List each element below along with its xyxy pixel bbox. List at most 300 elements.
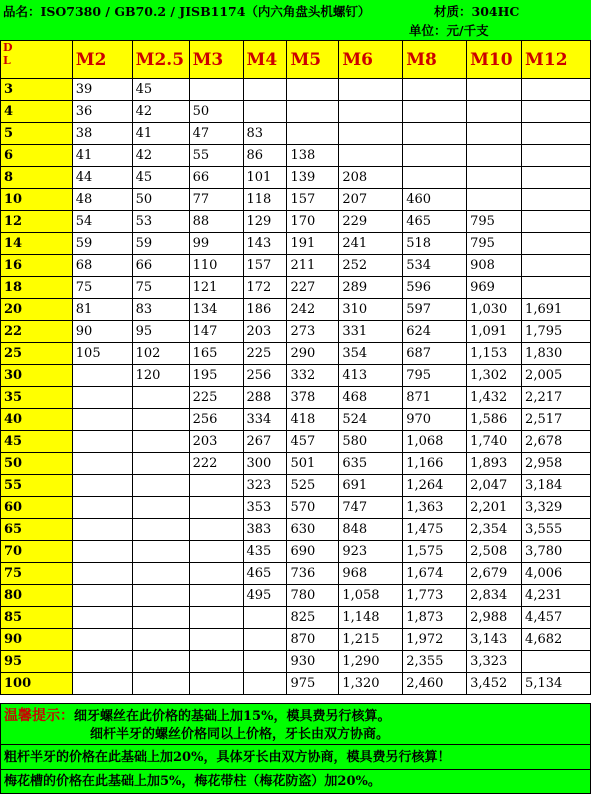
price-cell: 534 — [403, 255, 467, 277]
price-cell: 323 — [243, 475, 287, 497]
table-row — [1, 299, 591, 321]
table-header-row — [1, 41, 591, 79]
length-cell: 6 — [1, 145, 73, 167]
tip-label: 温馨提示： — [4, 708, 74, 724]
length-cell: 55 — [1, 475, 73, 497]
price-cell — [339, 123, 403, 145]
price-cell: 1,215 — [339, 629, 403, 651]
price-cell — [72, 651, 132, 673]
price-cell: 2,679 — [467, 563, 522, 585]
price-cell: 134 — [189, 299, 243, 321]
length-cell: 80 — [1, 585, 73, 607]
price-cell: 45 — [132, 167, 189, 189]
price-cell — [189, 563, 243, 585]
price-cell: 1,302 — [467, 365, 522, 387]
price-cell: 138 — [287, 145, 339, 167]
price-cell — [467, 189, 522, 211]
price-cell: 975 — [287, 673, 339, 695]
price-cell — [72, 519, 132, 541]
price-cell — [467, 79, 522, 101]
price-cell — [189, 607, 243, 629]
table-row — [1, 497, 591, 519]
length-axis-label: L — [3, 54, 11, 67]
price-cell — [522, 123, 591, 145]
table-row — [1, 563, 591, 585]
price-cell: 53 — [132, 211, 189, 233]
price-cell: 597 — [403, 299, 467, 321]
torx-note: 梅花槽的价格在此基础上加5%，梅花带柱（梅花防盗）加20%。 — [0, 770, 591, 794]
price-cell: 2,834 — [467, 585, 522, 607]
price-cell: 120 — [132, 365, 189, 387]
price-cell — [467, 145, 522, 167]
price-cell: 54 — [72, 211, 132, 233]
price-cell: 81 — [72, 299, 132, 321]
price-cell — [522, 255, 591, 277]
price-cell: 1,740 — [467, 431, 522, 453]
price-cell: 36 — [72, 101, 132, 123]
price-cell: 55 — [189, 145, 243, 167]
price-cell: 378 — [287, 387, 339, 409]
price-cell: 4,682 — [522, 629, 591, 651]
price-cell: 101 — [243, 167, 287, 189]
price-cell: 691 — [339, 475, 403, 497]
price-cell: 1,674 — [403, 563, 467, 585]
unit-value: 元/千支 — [446, 23, 489, 38]
price-cell: 1,068 — [403, 431, 467, 453]
price-cell: 288 — [243, 387, 287, 409]
price-cell — [132, 673, 189, 695]
price-cell: 75 — [72, 277, 132, 299]
price-cell: 50 — [132, 189, 189, 211]
price-cell — [132, 519, 189, 541]
price-cell: 225 — [189, 387, 243, 409]
material-info — [434, 2, 519, 20]
price-cell — [243, 101, 287, 123]
price-cell: 1,830 — [522, 343, 591, 365]
price-cell: 1,320 — [339, 673, 403, 695]
length-cell: 20 — [1, 299, 73, 321]
length-cell: 4 — [1, 101, 73, 123]
price-cell: 139 — [287, 167, 339, 189]
price-cell: 353 — [243, 497, 287, 519]
price-cell — [72, 563, 132, 585]
price-cell: 747 — [339, 497, 403, 519]
length-cell: 5 — [1, 123, 73, 145]
price-cell — [189, 651, 243, 673]
table-row — [1, 189, 591, 211]
price-cell — [467, 101, 522, 123]
table-row — [1, 475, 591, 497]
price-cell — [522, 145, 591, 167]
price-cell — [339, 145, 403, 167]
price-cell: 332 — [287, 365, 339, 387]
price-cell: 1,575 — [403, 541, 467, 563]
price-cell: 870 — [287, 629, 339, 651]
table-row — [1, 541, 591, 563]
column-header: M4 — [243, 41, 287, 79]
price-cell: 690 — [287, 541, 339, 563]
price-cell — [189, 585, 243, 607]
column-header: M12 — [522, 41, 591, 79]
column-header: M10 — [467, 41, 522, 79]
table-row — [1, 673, 591, 695]
price-cell — [132, 497, 189, 519]
price-cell: 75 — [132, 277, 189, 299]
price-cell: 143 — [243, 233, 287, 255]
price-cell: 1,153 — [467, 343, 522, 365]
price-cell — [467, 123, 522, 145]
price-cell — [72, 497, 132, 519]
product-name-value: ISO7380 / GB70.2 / JISB1174（内六角盘头机螺钉） — [40, 4, 371, 19]
price-cell: 45 — [132, 79, 189, 101]
length-cell: 12 — [1, 211, 73, 233]
length-cell: 100 — [1, 673, 73, 695]
price-cell: 41 — [72, 145, 132, 167]
price-cell — [132, 651, 189, 673]
price-cell: 290 — [287, 343, 339, 365]
length-cell: 35 — [1, 387, 73, 409]
price-cell: 969 — [467, 277, 522, 299]
price-cell: 736 — [287, 563, 339, 585]
price-cell: 1,363 — [403, 497, 467, 519]
price-cell: 795 — [467, 211, 522, 233]
table-row — [1, 233, 591, 255]
price-cell: 59 — [132, 233, 189, 255]
table-row — [1, 519, 591, 541]
price-cell — [522, 651, 591, 673]
table-row — [1, 431, 591, 453]
price-cell — [189, 497, 243, 519]
table-row — [1, 365, 591, 387]
table-row — [1, 79, 591, 101]
price-cell — [403, 145, 467, 167]
price-cell: 354 — [339, 343, 403, 365]
price-cell — [189, 673, 243, 695]
table-row — [1, 453, 591, 475]
price-cell: 495 — [243, 585, 287, 607]
price-cell — [132, 541, 189, 563]
table-row — [1, 607, 591, 629]
price-cell: 2,678 — [522, 431, 591, 453]
length-cell: 45 — [1, 431, 73, 453]
product-title — [3, 2, 370, 20]
product-name-label: 品名： — [3, 4, 41, 19]
price-cell: 241 — [339, 233, 403, 255]
price-cell: 88 — [189, 211, 243, 233]
price-cell: 207 — [339, 189, 403, 211]
price-cell: 580 — [339, 431, 403, 453]
length-cell: 14 — [1, 233, 73, 255]
length-cell: 60 — [1, 497, 73, 519]
price-cell — [72, 541, 132, 563]
column-header: M8 — [403, 41, 467, 79]
table-row — [1, 387, 591, 409]
price-cell — [243, 673, 287, 695]
price-cell — [287, 79, 339, 101]
price-cell: 334 — [243, 409, 287, 431]
price-cell: 256 — [189, 409, 243, 431]
length-cell: 10 — [1, 189, 73, 211]
price-sheet-header — [0, 0, 591, 40]
price-cell — [403, 101, 467, 123]
price-cell — [522, 211, 591, 233]
price-cell: 3,452 — [467, 673, 522, 695]
price-cell: 47 — [189, 123, 243, 145]
price-cell — [72, 365, 132, 387]
price-cell: 1,091 — [467, 321, 522, 343]
price-cell: 624 — [403, 321, 467, 343]
price-cell: 203 — [189, 431, 243, 453]
price-cell: 1,148 — [339, 607, 403, 629]
price-cell — [243, 607, 287, 629]
price-cell: 2,005 — [522, 365, 591, 387]
price-cell: 3,329 — [522, 497, 591, 519]
price-cell: 195 — [189, 365, 243, 387]
table-row — [1, 167, 591, 189]
price-cell: 59 — [72, 233, 132, 255]
table-row — [1, 321, 591, 343]
price-cell — [132, 453, 189, 475]
length-cell: 8 — [1, 167, 73, 189]
price-cell: 273 — [287, 321, 339, 343]
price-cell: 4,231 — [522, 585, 591, 607]
price-cell: 1,795 — [522, 321, 591, 343]
column-header: M3 — [189, 41, 243, 79]
price-cell: 1,058 — [339, 585, 403, 607]
length-cell: 95 — [1, 651, 73, 673]
price-cell — [189, 475, 243, 497]
price-cell: 501 — [287, 453, 339, 475]
price-cell — [243, 79, 287, 101]
price-cell: 90 — [72, 321, 132, 343]
price-cell: 83 — [243, 123, 287, 145]
price-cell: 42 — [132, 145, 189, 167]
price-cell: 256 — [243, 365, 287, 387]
price-cell: 300 — [243, 453, 287, 475]
price-cell — [72, 629, 132, 651]
price-cell: 525 — [287, 475, 339, 497]
price-cell: 39 — [72, 79, 132, 101]
price-cell — [72, 387, 132, 409]
length-cell: 90 — [1, 629, 73, 651]
price-cell: 825 — [287, 607, 339, 629]
price-cell: 923 — [339, 541, 403, 563]
column-header: M5 — [287, 41, 339, 79]
table-row — [1, 123, 591, 145]
price-cell — [522, 101, 591, 123]
length-cell: 25 — [1, 343, 73, 365]
price-cell: 518 — [403, 233, 467, 255]
price-cell: 44 — [72, 167, 132, 189]
price-cell: 77 — [189, 189, 243, 211]
price-cell: 457 — [287, 431, 339, 453]
table-row — [1, 343, 591, 365]
price-cell — [72, 431, 132, 453]
table-row — [1, 585, 591, 607]
table-row — [1, 409, 591, 431]
length-cell: 18 — [1, 277, 73, 299]
corner-cell — [1, 41, 73, 79]
price-cell: 66 — [132, 255, 189, 277]
price-cell — [132, 431, 189, 453]
column-header: M2 — [72, 41, 132, 79]
price-cell: 157 — [287, 189, 339, 211]
price-cell: 687 — [403, 343, 467, 365]
price-cell — [403, 167, 467, 189]
price-cell: 524 — [339, 409, 403, 431]
price-cell: 2,517 — [522, 409, 591, 431]
price-cell — [132, 607, 189, 629]
price-cell: 2,460 — [403, 673, 467, 695]
price-cell: 252 — [339, 255, 403, 277]
length-cell: 85 — [1, 607, 73, 629]
price-cell — [132, 563, 189, 585]
price-cell: 2,508 — [467, 541, 522, 563]
price-cell: 1,475 — [403, 519, 467, 541]
price-cell — [132, 409, 189, 431]
price-cell — [522, 277, 591, 299]
price-cell: 780 — [287, 585, 339, 607]
price-cell: 413 — [339, 365, 403, 387]
price-cell: 222 — [189, 453, 243, 475]
tip-line-1: 细牙螺丝在此价格的基础上加15%，模具费另行核算。 — [74, 709, 391, 724]
price-cell: 2,201 — [467, 497, 522, 519]
table-row — [1, 145, 591, 167]
table-row — [1, 651, 591, 673]
price-cell: 1,264 — [403, 475, 467, 497]
price-cell: 83 — [132, 299, 189, 321]
price-cell: 267 — [243, 431, 287, 453]
price-cell: 570 — [287, 497, 339, 519]
price-cell: 635 — [339, 453, 403, 475]
price-cell: 121 — [189, 277, 243, 299]
price-cell: 242 — [287, 299, 339, 321]
price-cell: 2,355 — [403, 651, 467, 673]
diameter-axis-label: D — [3, 41, 13, 54]
price-cell — [132, 629, 189, 651]
tip-note — [0, 703, 591, 745]
price-cell: 2,217 — [522, 387, 591, 409]
price-cell: 383 — [243, 519, 287, 541]
price-cell: 48 — [72, 189, 132, 211]
price-cell: 3,143 — [467, 629, 522, 651]
price-cell: 4,457 — [522, 607, 591, 629]
price-cell: 795 — [403, 365, 467, 387]
price-cell — [403, 79, 467, 101]
price-cell: 227 — [287, 277, 339, 299]
price-cell: 42 — [132, 101, 189, 123]
column-header: M2.5 — [132, 41, 189, 79]
length-cell: 75 — [1, 563, 73, 585]
price-cell: 331 — [339, 321, 403, 343]
price-cell: 468 — [339, 387, 403, 409]
length-cell: 16 — [1, 255, 73, 277]
material-value: 304HC — [471, 4, 520, 19]
price-cell: 1,972 — [403, 629, 467, 651]
price-cell: 165 — [189, 343, 243, 365]
price-cell: 68 — [72, 255, 132, 277]
price-cell: 2,047 — [467, 475, 522, 497]
price-cell: 930 — [287, 651, 339, 673]
price-cell: 3,184 — [522, 475, 591, 497]
price-cell: 2,354 — [467, 519, 522, 541]
price-cell: 1,873 — [403, 607, 467, 629]
price-cell — [522, 233, 591, 255]
price-cell: 110 — [189, 255, 243, 277]
table-row — [1, 277, 591, 299]
price-cell — [467, 167, 522, 189]
price-cell — [522, 79, 591, 101]
price-cell — [189, 519, 243, 541]
price-cell — [243, 651, 287, 673]
price-cell — [72, 607, 132, 629]
price-cell: 289 — [339, 277, 403, 299]
price-cell: 2,988 — [467, 607, 522, 629]
price-cell — [132, 387, 189, 409]
unit-label: 单位： — [409, 23, 447, 38]
notes-section — [0, 703, 591, 794]
price-cell: 908 — [467, 255, 522, 277]
price-cell: 1,290 — [339, 651, 403, 673]
length-cell: 30 — [1, 365, 73, 387]
price-cell: 118 — [243, 189, 287, 211]
price-cell: 310 — [339, 299, 403, 321]
price-cell — [522, 189, 591, 211]
price-cell — [287, 101, 339, 123]
price-cell: 465 — [243, 563, 287, 585]
price-cell — [189, 541, 243, 563]
price-cell: 157 — [243, 255, 287, 277]
length-cell: 70 — [1, 541, 73, 563]
price-cell: 4,006 — [522, 563, 591, 585]
price-cell: 203 — [243, 321, 287, 343]
price-cell: 1,691 — [522, 299, 591, 321]
price-cell: 3,323 — [467, 651, 522, 673]
price-cell: 418 — [287, 409, 339, 431]
length-cell: 65 — [1, 519, 73, 541]
price-cell: 229 — [339, 211, 403, 233]
price-cell — [72, 673, 132, 695]
price-cell: 1,586 — [467, 409, 522, 431]
price-cell: 1,893 — [467, 453, 522, 475]
half-thread-note: 粗杆半牙的价格在此基础上加20%，具体牙长由双方协商，模具费另行核算！ — [0, 745, 591, 770]
price-cell — [72, 453, 132, 475]
price-cell: 99 — [189, 233, 243, 255]
price-cell — [189, 629, 243, 651]
price-cell — [243, 629, 287, 651]
price-cell: 460 — [403, 189, 467, 211]
tip-line-2: 细杆半牙的螺丝价格同以上价格，牙长由双方协商。 — [90, 727, 390, 742]
column-header: M6 — [339, 41, 403, 79]
price-cell: 630 — [287, 519, 339, 541]
price-cell — [132, 475, 189, 497]
price-cell: 1,773 — [403, 585, 467, 607]
price-cell: 170 — [287, 211, 339, 233]
price-cell: 172 — [243, 277, 287, 299]
price-cell: 191 — [287, 233, 339, 255]
price-cell: 3,780 — [522, 541, 591, 563]
price-cell — [189, 79, 243, 101]
price-cell: 95 — [132, 321, 189, 343]
unit-info — [409, 21, 489, 39]
price-cell: 211 — [287, 255, 339, 277]
price-cell: 186 — [243, 299, 287, 321]
price-cell: 105 — [72, 343, 132, 365]
price-cell: 848 — [339, 519, 403, 541]
price-cell — [339, 79, 403, 101]
price-cell: 795 — [467, 233, 522, 255]
length-cell: 50 — [1, 453, 73, 475]
